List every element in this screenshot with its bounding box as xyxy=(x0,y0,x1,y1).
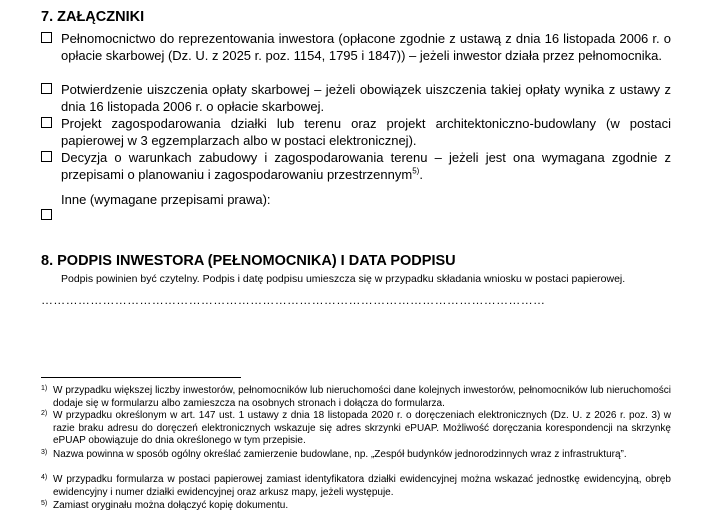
footnote-text: W przypadku określonym w art. 147 ust. 1 ustawy z dnia 18 listopada 2020 r. o doręczeniach elektronicznych (Dz. U. z 2026 r. poz. 3) w razie braku adresu do doręczeń elektronicznych wskazuje się adres skrzynki ePUAP. Możliwość doręczania korespondencji na skrzynkę ePUAP obowiązuje do dnia określonego w tym przepisie. xyxy=(53,410,671,446)
attachment-label: Pełnomocnictwo do reprezentowania inwestora (opłacone zgodnie z ustawą z dnia 16 listopada 2006 r. o opłacie skarbowej (Dz. U. z 2025 r. poz. 1154, 1795 i 1847)) – jeżeli inwestor działa przez pełnomocnika. xyxy=(61,31,671,63)
attachment-item-stamp-duty xyxy=(41,81,671,115)
footnote-text: W przypadku formularza w postaci papierowej zamiast identyfikatora działki ewidencyjnej można wskazać jednostkę ewidencyjną, obręb ewidencyjny i numer działki ewidencyjnej oraz arkusz mapy, jeżeli występuje. xyxy=(53,474,671,498)
footnote-text: W przypadku większej liczby inwestorów, pełnomocników lub nieruchomości dane kolejnych inwestorów, pełnomocników lub nieruchomości dodaje się w formularzu albo zamieszcza na osobnych stronach i dołącza do formularza. xyxy=(53,385,671,409)
attachment-item-project xyxy=(41,115,671,149)
attachment-label: Potwierdzenie uiszczenia opłaty skarbowej – jeżeli obowiązek uiszczenia takiej opłaty wynika z ustawy z dnia 16 listopada 2006 r. o opłacie skarbowej. xyxy=(61,82,671,114)
footnote-text: Nazwa powinna w sposób ogólny określać zamierzenie budowlane, np. „Zespół budynków jednorodzinnych wraz z infrastrukturą”. xyxy=(53,449,627,460)
section-8-title: 8. PODPIS INWESTORA (PEŁNOMOCNIKA) I DATA PODPISU xyxy=(41,253,456,269)
attachment-label: Projekt zagospodarowania działki lub terenu oraz projekt architektoniczno-budowlany (w postaci papierowej w 3 egzemplarzach albo w postaci elektronicznej). xyxy=(61,116,671,148)
attachment-checkbox[interactable] xyxy=(41,151,52,162)
attachment-text-end: . xyxy=(419,167,423,182)
other-attachments-checkbox[interactable] xyxy=(41,209,52,220)
footnote-2 xyxy=(41,410,671,448)
footnote-ref: 5) xyxy=(412,166,420,176)
attachment-checkbox[interactable] xyxy=(41,32,52,43)
signature-note: Podpis powinien być czytelny. Podpis i datę podpisu umieszcza się w przypadku składania wniosku w postaci papierowej. xyxy=(61,273,626,285)
footnote-4 xyxy=(41,474,671,499)
section-7-title: 7. ZAŁĄCZNIKI xyxy=(41,9,145,25)
footnote-separator xyxy=(41,377,241,378)
attachment-checkbox[interactable] xyxy=(41,117,52,128)
other-attachments-label-row xyxy=(41,191,671,208)
footnote-number: 3) xyxy=(41,449,48,456)
footnote-text: Zamiast oryginału można dołączyć kopię dokumentu. xyxy=(53,500,289,511)
other-attachments-label: Inne (wymagane przepisami prawa): xyxy=(61,192,271,207)
signature-line[interactable]: …………………………………………………………………………………………………………… xyxy=(41,293,546,307)
footnote-number: 2) xyxy=(41,410,48,417)
footnote-1 xyxy=(41,385,671,410)
attachment-checkbox[interactable] xyxy=(41,83,52,94)
attachment-label xyxy=(61,149,671,183)
attachment-item-power-of-attorney xyxy=(41,30,671,64)
attachment-item-zoning-decision xyxy=(41,149,671,183)
footnote-number: 5) xyxy=(41,500,48,507)
footnote-3 xyxy=(41,449,671,462)
footnote-number: 4) xyxy=(41,474,48,481)
footnote-5 xyxy=(41,500,671,513)
attachment-text: Decyzja o warunkach zabudowy i zagospodarowania terenu – jeżeli jest ona wymagana zgodnie z przepisami o planowaniu i zagospodarowaniu przestrzennym xyxy=(61,150,671,182)
footnote-number: 1) xyxy=(41,385,48,392)
